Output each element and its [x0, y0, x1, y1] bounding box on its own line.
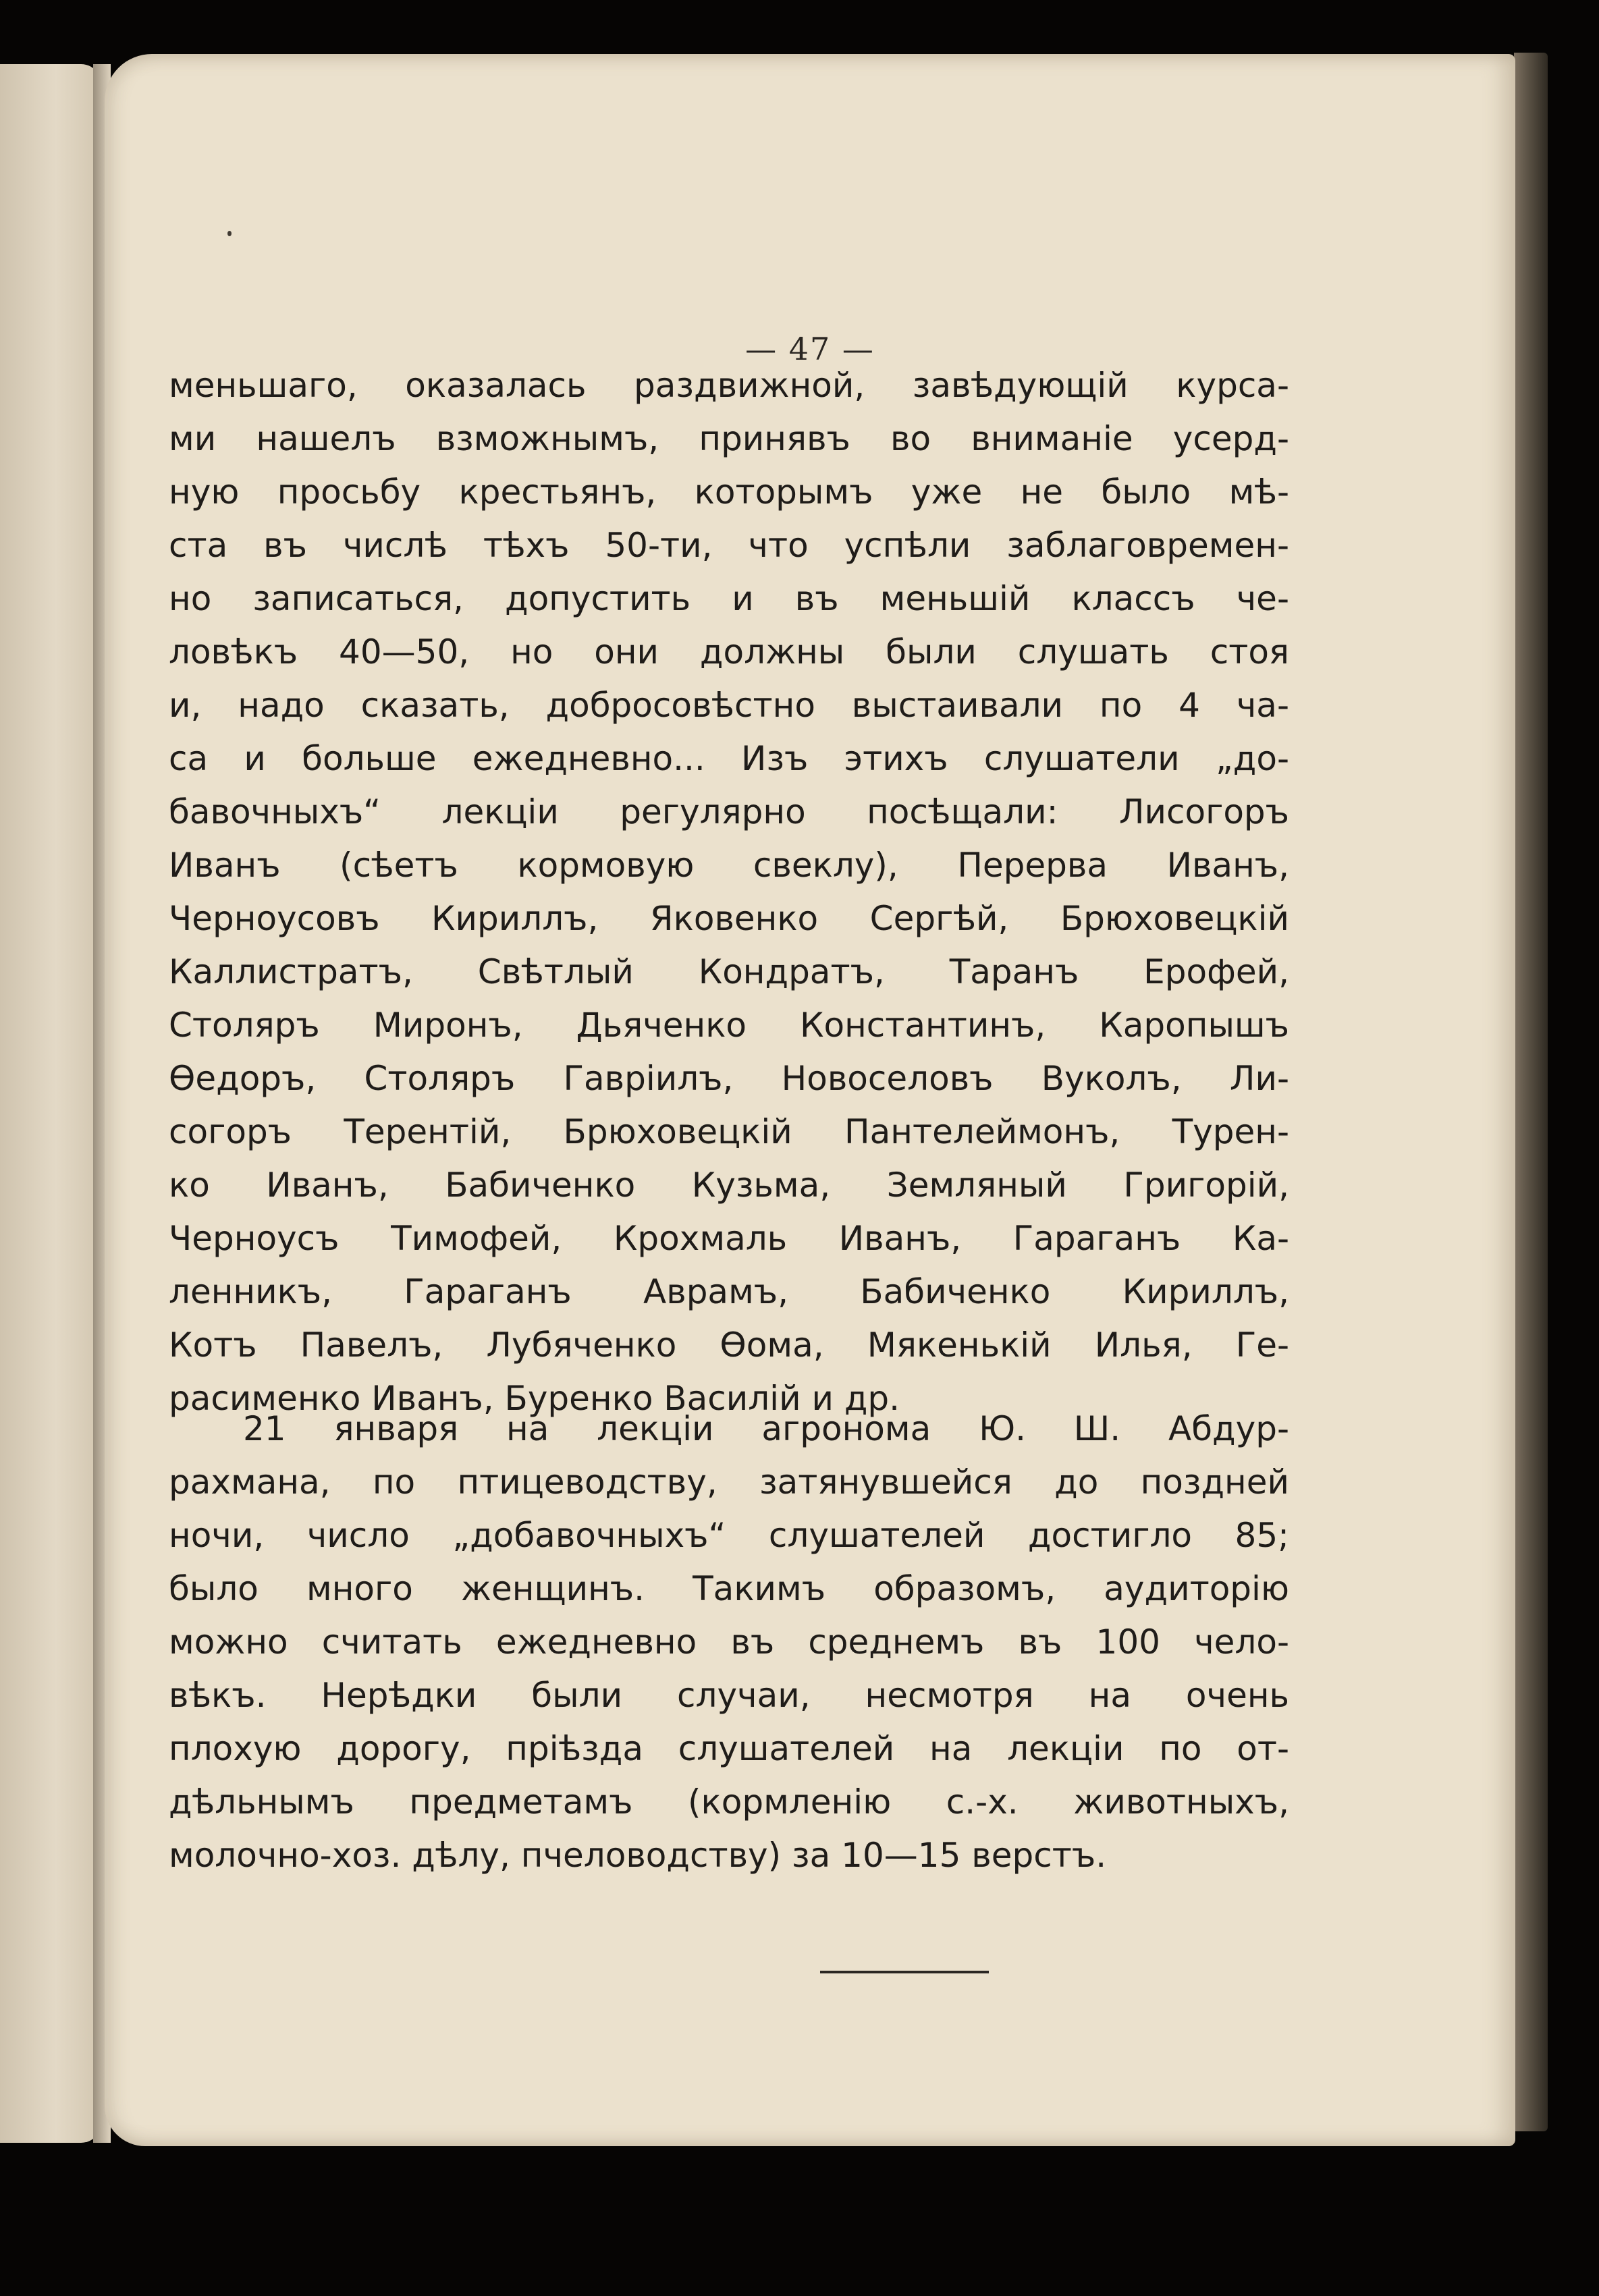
text-line: Ѳедоръ, Столяръ Гавріилъ, Новоселовъ Вуколъ, Ли- [169, 1059, 1289, 1098]
text-line: ночи, число „добавочныхъ“ слушателей достигло 85; [169, 1516, 1289, 1555]
text-line: ловѣкъ 40—50, но они должны были слушать стоя [169, 632, 1289, 672]
text-line: Черноусъ Тимофей, Крохмаль Иванъ, Гараганъ Ка- [169, 1219, 1289, 1258]
text-line: расименко Иванъ, Буренко Василій и др. [169, 1379, 900, 1418]
text-line: Иванъ (сѣетъ кормовую свеклу), Перерва Иванъ, [169, 846, 1289, 885]
text-line: ленникъ, Гараганъ Аврамъ, Бабиченко Кириллъ, [169, 1272, 1289, 1311]
ink-speck [227, 231, 232, 236]
page-stack-edge [1514, 53, 1548, 2131]
text-line: молочно-хоз. дѣлу, пчеловодству) за 10—15 верстъ. [169, 1836, 1107, 1875]
text-line: плохую дорогу, пріѣзда слушателей на лекціи по от- [169, 1729, 1289, 1768]
text-line: ко Иванъ, Бабиченко Кузьма, Земляный Григорій, [169, 1166, 1289, 1205]
text-line: Столяръ Миронъ, Дьяченко Константинъ, Каропышъ [169, 1006, 1289, 1045]
left-page-edge [0, 64, 101, 2143]
text-line: ста въ числѣ тѣхъ 50-ти, что успѣли заблаговремен- [169, 526, 1289, 565]
text-line: бавочныхъ“ лекціи регулярно посѣщали: Лисогоръ [169, 792, 1289, 831]
text-line: 21 января на лекціи агронома Ю. Ш. Абдур- [243, 1409, 1289, 1448]
text-line: меньшаго, оказалась раздвижной, завѣдующій курса- [169, 366, 1289, 405]
paragraph-2 [169, 1402, 1289, 1882]
section-divider [820, 1971, 989, 1973]
text-line: ми нашелъ взможнымъ, принявъ во вниманіе усерд- [169, 419, 1289, 458]
text-line: ную просьбу крестьянъ, которымъ уже не было мѣ- [169, 472, 1289, 512]
text-line: согоръ Терентій, Брюховецкій Пантелеймонъ, Турен- [169, 1112, 1289, 1151]
text-line: но записаться, допустить и въ меньшій классъ че- [169, 579, 1289, 618]
text-line: Котъ Павелъ, Лубяченко Ѳома, Мякенькій Илья, Ге- [169, 1325, 1289, 1365]
text-line: са и больше ежедневно... Изъ этихъ слушатели „до- [169, 739, 1289, 778]
text-line: было много женщинъ. Такимъ образомъ, аудиторію [169, 1569, 1289, 1608]
paragraph-1 [169, 359, 1289, 1425]
text-line: и, надо сказать, добросовѣстно выстаивали по 4 ча- [169, 686, 1289, 725]
text-line: рахмана, по птицеводству, затянувшейся до поздней [169, 1463, 1289, 1502]
text-line: дѣльнымъ предметамъ (кормленію с.-х. животныхъ, [169, 1782, 1289, 1822]
page-number: — 47 — [745, 331, 875, 367]
text-line: можно считать ежедневно въ среднемъ въ 100 чело- [169, 1622, 1289, 1662]
text-line: вѣкъ. Нерѣдки были случаи, несмотря на очень [169, 1676, 1289, 1715]
text-line: Черноусовъ Кириллъ, Яковенко Сергѣй, Брюховецкій [169, 899, 1289, 938]
text-line: Каллистратъ, Свѣтлый Кондратъ, Таранъ Ерофей, [169, 952, 1289, 991]
